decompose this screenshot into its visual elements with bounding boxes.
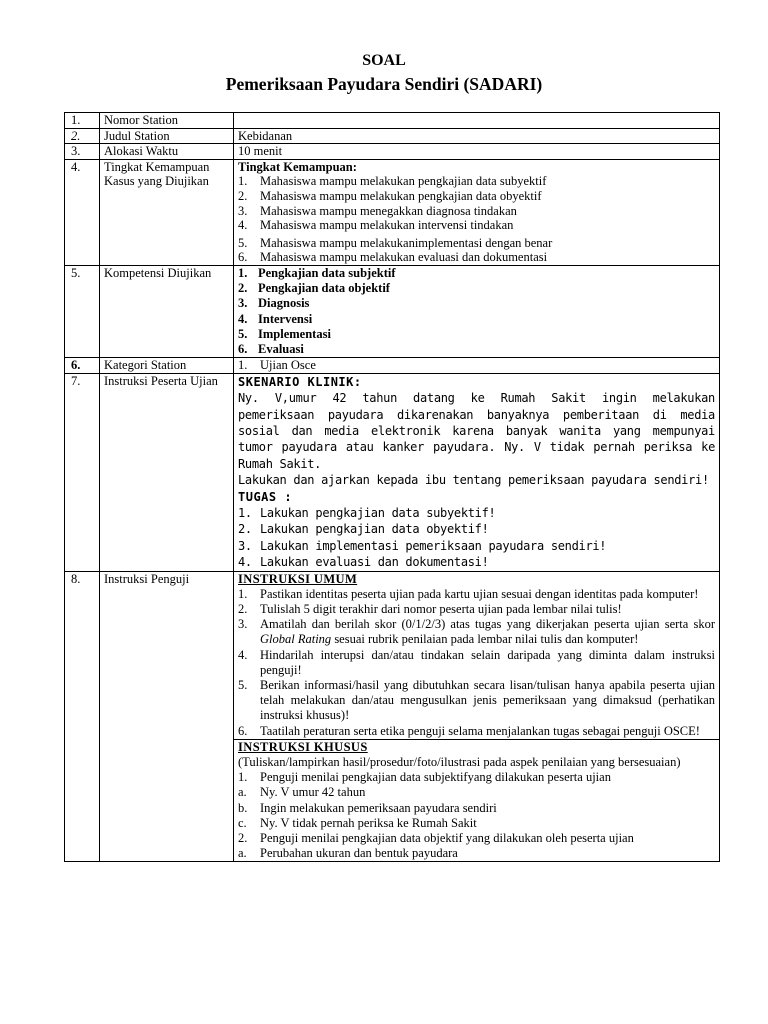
special-instructions-list bbox=[238, 831, 715, 846]
category-list bbox=[238, 358, 715, 373]
table-row bbox=[65, 373, 720, 571]
list-item: b. Ingin melakukan pemeriksaan payudara sendiri bbox=[238, 800, 497, 815]
scenario-heading: SKENARIO KLINIK: bbox=[238, 374, 362, 389]
special-2-sublist bbox=[238, 846, 715, 861]
list-item: 3. Diagnosis bbox=[238, 296, 310, 311]
table-row bbox=[65, 265, 720, 357]
list-item: c. Ny. V tidak pernah periksa ke Rumah Sakit bbox=[238, 815, 477, 830]
list-item: 1. Pastikan identitas peserta ujian pada kartu ujian sesuai dengan identitas pada komputer! bbox=[238, 586, 699, 601]
list-item: 4. Intervensi bbox=[238, 311, 313, 326]
row-value bbox=[234, 373, 720, 571]
list-item: 2. Penguji menilai pengkajian data objektif yang dilakukan oleh peserta ujian bbox=[238, 831, 634, 846]
list-item: 4. Mahasiswa mampu melakukan intervensi tindakan bbox=[238, 218, 514, 233]
row-number: 2. bbox=[65, 128, 100, 144]
list-item: 4. Lakukan evaluasi dan dokumentasi! bbox=[238, 555, 489, 570]
list-item: 1. Penguji menilai pengkajian data subjektifyang dilakukan peserta ujian bbox=[238, 770, 611, 785]
scenario-text: Ny. V,umur 42 tahun datang ke Rumah Sakit ingin melakukan pemeriksaan payudara dikarenakan banyaknya pemberitaan di media sosial dan media elektronik karena banyak wanita yang mempunyai tumor payudara atau kanker payudara. Ny. V tidak pernah periksa ke Rumah Sakit. bbox=[238, 391, 715, 471]
row-label: Instruksi Peserta Ujian bbox=[100, 373, 234, 571]
general-instructions-list bbox=[238, 587, 715, 739]
table-row bbox=[65, 571, 720, 739]
list-item: 2. Pengkajian data objektif bbox=[238, 281, 390, 296]
row-number: 6. bbox=[65, 358, 100, 374]
document-title: SOAL bbox=[362, 52, 406, 69]
row-label: Nomor Station bbox=[100, 113, 234, 129]
table-row bbox=[65, 358, 720, 374]
list-item: a. Ny. V umur 42 tahun bbox=[238, 785, 366, 800]
special-1-sublist bbox=[238, 785, 715, 831]
row-number: 8. bbox=[65, 571, 100, 862]
row-number: 4. bbox=[65, 159, 100, 265]
special-instructions-heading: INSTRUKSI KHUSUS bbox=[238, 739, 368, 754]
row-label: Tingkat Kemampuan Kasus yang Diujikan bbox=[100, 159, 234, 265]
row-value: 10 menit bbox=[234, 144, 720, 160]
row-label: Kompetensi Diujikan bbox=[100, 265, 234, 357]
ability-heading: Tingkat Kemampuan: bbox=[238, 159, 357, 174]
ability-list bbox=[238, 174, 715, 265]
row-label: Alokasi Waktu bbox=[100, 144, 234, 160]
list-item: 4. Hindarilah interupsi dan/atau tindakan selain daripada yang diminta dalam instruksi penguji! bbox=[238, 647, 715, 677]
list-item: 5. Implementasi bbox=[238, 326, 331, 341]
row-value bbox=[234, 265, 720, 357]
list-item: 1. Pengkajian data subjektif bbox=[238, 265, 396, 280]
scenario-instruction: Lakukan dan ajarkan kepada ibu tentang pemeriksaan payudara sendiri! bbox=[238, 473, 709, 488]
table-row bbox=[65, 128, 720, 144]
list-item: 3. Mahasiswa mampu menegakkan diagnosa tindakan bbox=[238, 203, 517, 218]
list-item: 2. Tulislah 5 digit terakhir dari nomor peserta ujian pada lembar nilai tulis! bbox=[238, 602, 622, 617]
row-value bbox=[234, 113, 720, 129]
special-instructions-list bbox=[238, 770, 715, 785]
station-table bbox=[64, 112, 720, 862]
table-row bbox=[65, 144, 720, 160]
list-item: a. Perubahan ukuran dan bentuk payudara bbox=[238, 846, 458, 861]
row-value bbox=[234, 739, 720, 862]
tasks-heading: TUGAS : bbox=[238, 489, 293, 504]
list-item: 6. Taatilah peraturan serta etika penguji selama menjalankan tugas sebagai penguji OSCE! bbox=[238, 723, 700, 738]
row-label: Judul Station bbox=[100, 128, 234, 144]
special-instructions-note: (Tuliskan/lampirkan hasil/prosedur/foto/ilustrasi pada aspek penilaian yang bersesuaian) bbox=[238, 755, 681, 770]
row-number: 1. bbox=[65, 113, 100, 129]
list-item: 6. Mahasiswa mampu melakukan evaluasi dan dokumentasi bbox=[238, 250, 548, 265]
list-item: 2. Mahasiswa mampu melakukan pengkajian data obyektif bbox=[238, 188, 542, 203]
row-label: Instruksi Penguji bbox=[100, 571, 234, 862]
row-value bbox=[234, 571, 720, 739]
row-value bbox=[234, 358, 720, 374]
list-item: 2. Lakukan pengkajian data obyektif! bbox=[238, 522, 489, 537]
list-item: 3. Lakukan implementasi pemeriksaan payudara sendiri! bbox=[238, 538, 607, 553]
list-item: 1. Ujian Osce bbox=[238, 358, 316, 373]
row-value: Kebidanan bbox=[234, 128, 720, 144]
row-number: 3. bbox=[65, 144, 100, 160]
document-subtitle: Pemeriksaan Payudara Sendiri (SADARI) bbox=[225, 74, 543, 94]
row-label: Kategori Station bbox=[100, 358, 234, 374]
list-item: 5. Berikan informasi/hasil yang dibutuhkan secara lisan/tulisan hanya apabila peserta ujian telah melakukan dan/atau mengusulkan jenis pemeriksaan yang dimaksud (perhatikan instruksi khusus)! bbox=[238, 678, 715, 723]
table-row bbox=[65, 159, 720, 265]
competency-list bbox=[238, 266, 715, 357]
table-row bbox=[65, 113, 720, 129]
tasks-list bbox=[238, 505, 715, 571]
list-item: 5. Mahasiswa mampu melakukanimplementasi dengan benar bbox=[238, 235, 553, 250]
list-item: 1. Lakukan pengkajian data subyektif! bbox=[238, 506, 496, 520]
row-number: 7. bbox=[65, 373, 100, 571]
list-item: 6. Evaluasi bbox=[238, 341, 304, 356]
row-value bbox=[234, 159, 720, 265]
list-item: 1. Mahasiswa mampu melakukan pengkajian data subyektif bbox=[238, 174, 547, 189]
row-number: 5. bbox=[65, 265, 100, 357]
list-item: 3. Amatilah dan berilah skor (0/1/2/3) atas tugas yang dikerjakan peserta ujian serta skor Global Rating sesuai rubrik penilaian pada lembar nilai tulis dan komputer! bbox=[238, 617, 715, 647]
general-instructions-heading: INSTRUKSI UMUM bbox=[238, 571, 358, 586]
